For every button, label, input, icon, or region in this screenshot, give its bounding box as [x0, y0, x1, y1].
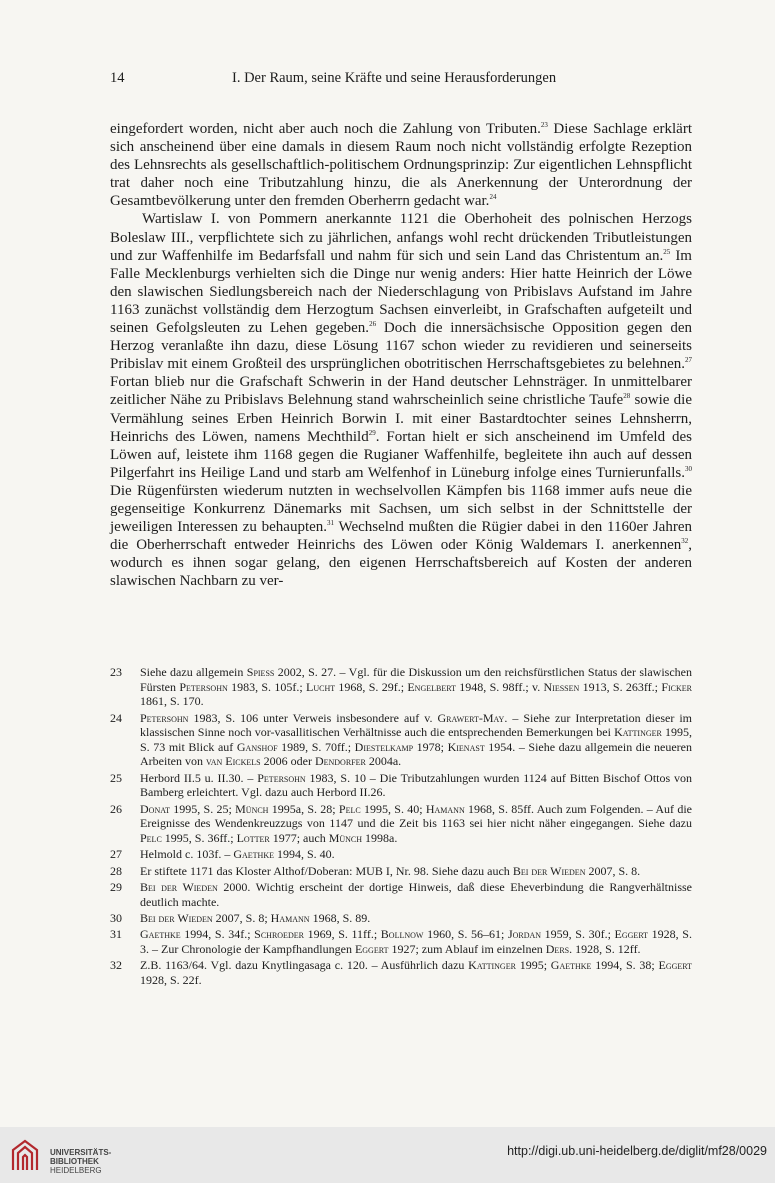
- library-logo[interactable]: [10, 1136, 130, 1176]
- footnote-29: [110, 880, 692, 909]
- viewer-footer: [0, 1127, 775, 1183]
- footnote-text: Petersohn 1983, S. 106 unter Verweis insbesondere auf v. Grawert-May. – Siehe zur Interpretation dieser im klassischen Sinne noch vor-vasallitischen Verhältnisse auch die entsprechenden Bemerkungen bei Kattinger 1995, S. 73 mit Blick auf Ganshof 1989, S. 70ff.; Diestelkamp 1978; Kienast 1954. – Siehe dazu allgemein die neueren Arbeiten von van Eickels 2006 oder Dendorfer 2004a.: [140, 710, 693, 769]
- library-name: UNIVERSITÄTS- BIBLIOTHEK HEIDELBERG: [50, 1148, 112, 1175]
- footnote-26: [110, 802, 692, 846]
- footnote-text: Bei der Wieden 2000. Wichtig erscheint der dortige Hinweis, daß diese Eheverbindung die Rangverhältnisse deutlich machte.: [140, 880, 693, 909]
- running-title: I. Der Raum, seine Kräfte und seine Herausforderungen: [232, 70, 557, 86]
- footnote-text: Helmold c. 103f. – Gaethke 1994, S. 40.: [140, 847, 335, 862]
- page-number: 14: [110, 70, 125, 86]
- footnote-number: 24: [110, 710, 122, 725]
- footnote-number: 23: [110, 665, 122, 679]
- footnote-number: 25: [110, 770, 122, 785]
- main-text: [110, 120, 692, 590]
- footnote-25: [110, 771, 692, 800]
- footnote-text: Z.B. 1163/64. Vgl. dazu Knytlingasaga c. 120. – Ausführlich dazu Kattinger 1995; Gaethke 1994, S. 38; Eggert 1928, S. 22f.: [140, 958, 692, 988]
- footnote-23: [110, 665, 692, 709]
- footnote-32: [110, 958, 692, 987]
- footnote-text: Siehe dazu allgemein Spiess 2002, S. 27. – Vgl. für die Diskussion um den reichsfürstlichen Status der slawischen Fürsten Petersohn 1983, S. 105f.; Lucht 1968, S. 29f.; Engelbert 1948, S. 98ff.; v. Niessen 1913, S. 263ff.; Ficker 1861, S. 170.: [140, 665, 692, 709]
- footnote-text: Bei der Wieden 2007, S. 8; Hamann 1968, S. 89.: [140, 911, 371, 926]
- footnote-number: 30: [110, 911, 122, 926]
- footnotes: [110, 665, 692, 989]
- footnote-28: [110, 864, 692, 879]
- paragraph-1: eingefordert worden, nicht aber auch noch die Zahlung von Tributen.$^{23}$ Diese Sachlage erklärt sich anscheinend über eine damals in diesem Raum noch nicht vollständig erfolgte Rezeption des Lehnsrechts als gesellschaftlich-politischem Ordnungsprinzip: Zur eigentlichen Lehnspflicht trat daher noch eine Tributzahlung hinzu, die als Anerkennung der Unterordnung der Gesamtbevölkerung unter den fremden Oberherrn gedacht war.$^{24}$: [110, 121, 692, 210]
- footnote-number: 32: [110, 958, 122, 973]
- footnote-text: Gaethke 1994, S. 34f.; Schroeder 1969, S. 11ff.; Bollnow 1960, S. 56–61; Jordan 1959, S. 30f.; Eggert 1928, S. 3. – Zur Chronologie der Kampfhandlungen Eggert 1927; zum Ablauf im einzelnen Ders. 1928, S. 12ff.: [140, 927, 692, 957]
- footnote-number: 31: [110, 927, 122, 942]
- footnote-number: 29: [110, 880, 122, 895]
- footnote-30: [110, 911, 692, 926]
- footnote-31: [110, 927, 692, 956]
- footnote-24: [110, 711, 692, 769]
- footnote-number: 28: [110, 863, 122, 878]
- footnote-text: Donat 1995, S. 25; Münch 1995a, S. 28; Pelc 1995, S. 40; Hamann 1968, S. 85ff. Auch zum Folgenden. – Auf die Ereignisse des Wendenkreuzzugs von 1147 und die Zeit bis 1163 sei hier nicht näher eingegangen. Siehe dazu Pelc 1995, S. 36ff.; Lotter 1977; auch Münch 1998a.: [140, 801, 692, 845]
- footnote-text: Er stiftete 1171 das Kloster Althof/Doberan: MUB I, Nr. 98. Siehe dazu auch Bei der Wieden 2007, S. 8.: [140, 863, 641, 878]
- footnote-number: 27: [110, 847, 122, 862]
- library-seal-icon: [10, 1138, 40, 1172]
- paragraph-2: Wartislaw I. von Pommern anerkannte 1121 die Oberhoheit des polnischen Herzogs Boleslaw III., verpflichtete sich zu jährlichen, anfangs wohl recht drückenden Tributleistungen und zur Waffenhilfe im Bedarfsfall und nahm für sich und sein Land das Christentum an.$^{25}$ Im Falle Mecklenburgs verhielten sich die Dinge nur wenig anders: Hier hatte Heinrich der Löwe den slawischen Siedlungsbereich nach der Niederschlagung von Pribislavs Aufstand im Jahre 1163 zunächst vollständig dem Herzogtum Sachsen einverleibt, in Grafschaften aufgeteilt und seinen Gefolgsleuten zu Lehen gegeben.$^{26}$ Doch die innersächsische Opposition gegen den Herzog veranlaßte ihn dazu, diese Lösung 1167 schon wieder zu revidieren und seinerseits Pribislav mit einem Großteil des ursprünglichen obotritischen Herrschaftsgebietes zu belehnen.$^{27}$ Fortan blieb nur die Grafschaft Schwerin in der Hand deutscher Lehnsträger. In unmittelbarer zeitlicher Nähe zu Pribislavs Belehnung stand wahrscheinlich seine christliche Taufe$^{28}$ sowie die Vermählung seines Erben Heinrich Borwin I. mit einer Bastardtochter seines Lehnsherrn, Heinrichs des Löwen, namens Mechthild$^{29}$. Fortan hielt er sich anscheinend im Umfeld des Löwen auf, leistete ihm 1168 gegen die Rugianer Waffenhilfe, begleitete ihn auch auf dessen Pilgerfahrt ins Heilige Land und starb am Welfenhof in Lüneburg infolge eines Turnierunfalls.$^{30}$ Die Rügenfürsten wiederum nutzten in wechselvollen Kämpfen bis 1168 immer aufs neue die gegenseitige Konkurrenz Dänemarks mit Sachsen, um sich selbst in der Schnittstelle der jeweiligen Interessen zu behaupten.$^{31}$ Wechselnd mußten die Rügier dabei in den 1160er Jahren die Oberherrschaft entweder Heinrichs des Löwen oder König Waldemars I. anerkennen$^{32}$, wodurch es ihnen sogar gelang, den eigenen Herrschaftsbereich auf Kosten der anderen slawischen Nachbarn zu ver-: [110, 211, 693, 590]
- footnote-text: Herbord II.5 u. II.30. – Petersohn 1983, S. 10 – Die Tributzahlungen wurden 1124 auf Bitten Bischof Ottos von Bamberg erleichtert. Vgl. dazu auch Herbord II.26.: [140, 770, 693, 800]
- footnote-27: [110, 847, 692, 862]
- permalink-url[interactable]: http://digi.ub.uni-heidelberg.de/diglit/mf28/0029: [507, 1144, 767, 1158]
- running-header: [110, 70, 692, 90]
- footnote-number: 26: [110, 801, 122, 816]
